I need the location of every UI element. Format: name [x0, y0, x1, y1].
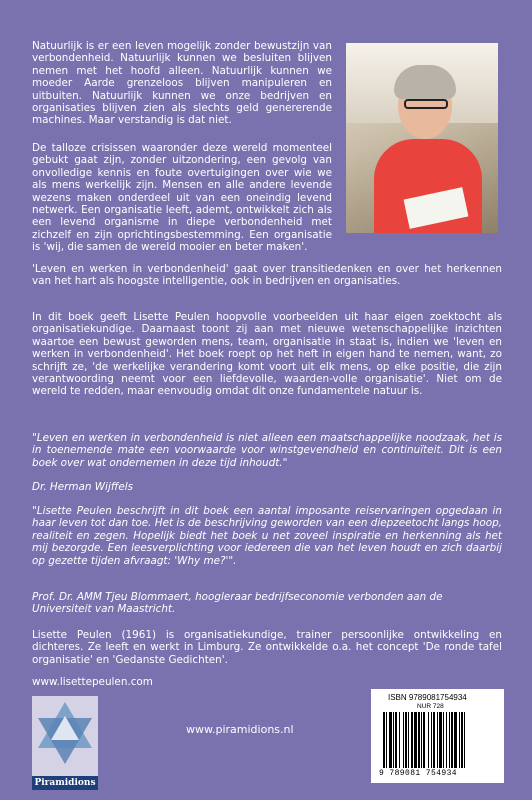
- author-website[interactable]: www.lisettepeulen.com: [32, 676, 153, 688]
- author-photo: [346, 43, 498, 233]
- quote-blommaert-author: Prof. Dr. AMM Tjeu Blommaert, hoogleraar bedrijfseconomie verbonden aan de Universiteit van Maastricht.: [32, 591, 443, 616]
- barcode-digits: 9 789081 754934: [379, 769, 458, 778]
- isbn-label: ISBN 9789081754934: [388, 693, 467, 702]
- nur-label: NUR 728: [417, 703, 444, 710]
- publisher-logo-text: Piramidions: [32, 776, 98, 790]
- quote-wijffels: "Leven en werken in verbondenheid is niet alleen een maatschappelijke noodzaak, het is in toenemende mate een voorwaarde voor winstgevendheid en continuïteit. Dit is een boek over wat ondernemen in deze tijd inhoudt.": [32, 432, 502, 469]
- intro-paragraph: Natuurlijk is er een leven mogelijk zonder bewustzijn van verbondenheid. Natuurlijk kunnen we besluiten blijven nemen met het hoofd alleen. Natuurlijk kunnen we moeder Aarde grenzeloos blijven manipuleren en uitbuiten. Natuurlijk kunnen we onze bedrijven en organisaties blijven zien als slechts geld genererende machines. Maar verstandig is dat niet.: [32, 40, 332, 127]
- crisis-paragraph-continued: 'Leven en werken in verbondenheid' gaat over transitiedenken en over het herkennen van het hart als hoogste intelligentie, ook in bedrijven en organisaties.: [32, 263, 502, 288]
- quote-wijffels-author: Dr. Herman Wijffels: [32, 481, 134, 493]
- author-bio: Lisette Peulen (1961) is organisatiekundige, trainer persoonlijke ontwikkeling en dichteres. Ze leeft en werkt in Limburg. Ze ontwikkelde o.a. het concept 'De ronde tafel organisatie' en 'Gedanste Gedichten'.: [32, 629, 502, 666]
- publisher-website[interactable]: www.piramidions.nl: [186, 723, 294, 736]
- quote-blommaert: "Lisette Peulen beschrijft in dit boek een aantal imposante reiservaringen opgedaan in haar leven tot dan toe. Het is de beschrijving geworden van een diepzeetocht langs hoop, realiteit en zegen. Hopelijk biedt het boek u net zoveel inspiratie en herkenning als het mij bezorgde. Een leesverplichting voor iedereen die van het leven houdt en zich daarbij op gezette tijden afvraagt: 'Why me?'".: [32, 505, 502, 567]
- crisis-paragraph: De talloze crisissen waaronder deze wereld momenteel gebukt gaat zijn, zonder uitzondering, een gevolg van onvolledige kennis en foute overtuigingen over wie we als mens werkelijk zijn. Mensen en alle andere levende wezens maken onderdeel uit van een oneindig levend netwerk. Een organisatie leeft, ademt, ontwikkelt zich als een levend organisme in diepe verbondenheid met zichzelf en zijn oprichtingsbestemming. Een organisatie is 'wij, die samen de wereld mooier en beter maken'.: [32, 142, 332, 254]
- barcode-bars-icon: [383, 712, 495, 768]
- isbn-barcode: [371, 689, 504, 783]
- book-description-paragraph: In dit boek geeft Lisette Peulen hoopvolle voorbeelden uit haar eigen zoektocht als organisatiekundige. Daarnaast toont zij aan met nieuwe wetenschappelijke inzichten waartoe een bewust geworden mens, team, organisatie in staat is, indien we 'leven en werken in verbondenheid'. Het boek roept op het heft in eigen hand te nemen, want, zo schrijft ze, 'de werkelijke verandering komt voort uit elk mens, op elke positie, die zijn verantwoording neemt voor een liefdevolle, waarden-volle organisatie'. Niet om de wereld te redden, maar eenvoudig omdat dit onze fundamentele natuur is.: [32, 311, 502, 398]
